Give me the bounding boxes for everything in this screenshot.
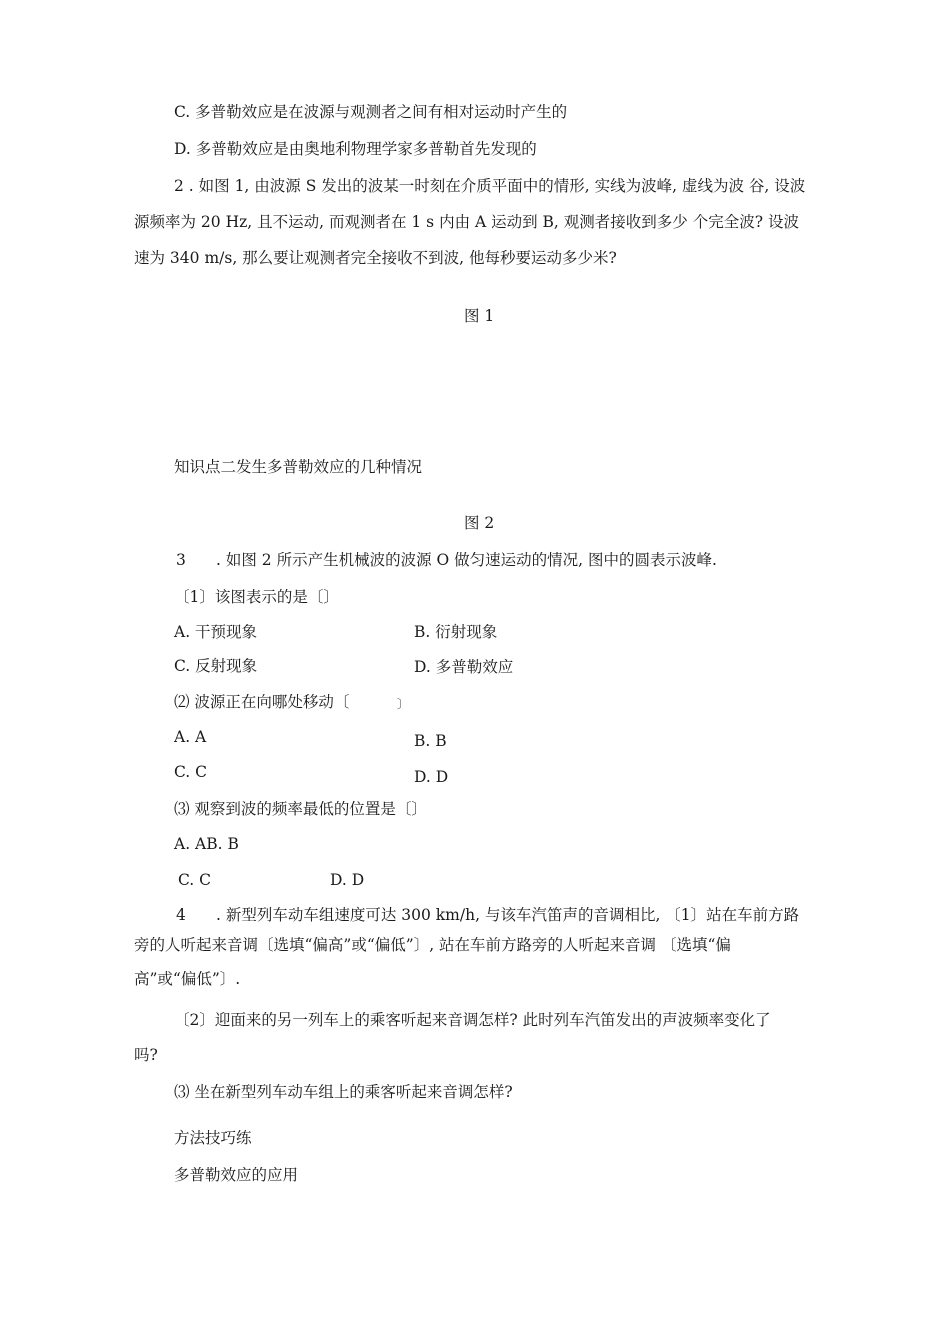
question-3-part-1: 〔1〕该图表示的是〔〕 [174,588,339,606]
figure-2-caption: 图 2 [464,514,495,532]
question-3-text: . 如图 2 所示产生机械波的波源 O 做匀速运动的情况, 图中的圆表示波峰. [216,551,717,569]
q3-1-option-b: B. 衍射现象 [414,623,498,641]
q3-2-option-b: B. B [414,732,447,750]
question-4-part-2-line-1: 〔2〕迎面来的另一列车上的乘客听起来音调怎样? 此时列车汽笛发出的声波频率变化了 [174,1011,771,1029]
figure-1-caption: 图 1 [464,307,495,325]
q3-3-option-ab: A. AB. B [174,835,239,853]
method-practice-heading: 方法技巧练 [174,1129,252,1147]
question-4-part-3: ⑶ 坐在新型列车动车组上的乘客听起来音调怎样? [174,1083,513,1101]
q3-3-option-d: D. D [330,871,365,889]
question-4-line-1: . 新型列车动车组速度可达 300 km/h, 与该车汽笛声的音调相比, 〔1〕站在车前方路 [216,906,800,924]
question-4-number: 4 [176,906,186,924]
question-2-line-1: 2 . 如图 1, 由波源 S 发出的波某一时刻在介质平面中的情形, 实线为波峰, 虚线为波 谷, 设波 [174,177,806,195]
q3-2-option-a: A. A [174,728,207,746]
q3-2-option-d: D. D [414,768,449,786]
doppler-application-heading: 多普勒效应的应用 [174,1166,299,1184]
question-3-part-2: ⑵ 波源正在向哪处移动〔 [174,693,350,711]
question-3-number: 3 [176,551,186,569]
question-2-line-3: 速为 340 m/s, 那么要让观测者完全接收不到波, 他每秒要运动多少米? [134,249,617,267]
question-4-line-3: 高”或“偏低”〕. [134,970,241,988]
q3-2-option-c: C. C [174,763,208,781]
q3-1-option-c: C. 反射现象 [174,657,258,675]
option-d-line: D. 多普勒效应是由奥地利物理学家多普勒首先发现的 [174,140,537,158]
knowledge-point-2-heading: 知识点二发生多普勒效应的几种情况 [174,458,423,476]
question-3-part-3: ⑶ 观察到波的频率最低的位置是〔〕 [174,800,427,818]
question-2-line-2: 源频率为 20 Hz, 且不运动, 而观测者在 1 s 内由 A 运动到 B, 观测者接收到多少 个完全波? 设波 [134,213,799,231]
question-3-part-2-close: 〕 [397,697,410,711]
question-4-part-2-line-2: 吗? [134,1046,158,1064]
option-c-line: C. 多普勒效应是在波源与观测者之间有相对运动时产生的 [174,103,568,121]
q3-1-option-a: A. 干预现象 [174,623,258,641]
q3-3-option-c: C. C [178,871,212,889]
question-4-line-2: 旁的人听起来音调〔选填“偏高”或“偏低”〕, 站在车前方路旁的人听起来音调 〔选填“偏 [134,936,731,954]
q3-1-option-d: D. 多普勒效应 [414,658,514,676]
